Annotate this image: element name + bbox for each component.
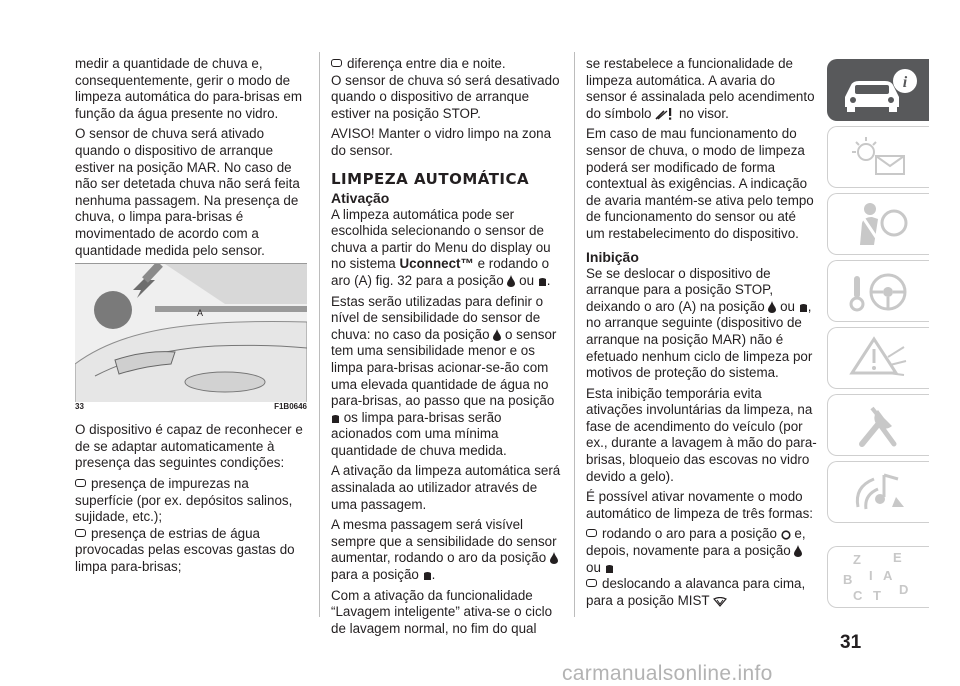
- tab-steering-key[interactable]: [827, 260, 929, 322]
- paragraph: [331, 517, 563, 583]
- figure-caption: [75, 402, 307, 416]
- tab-airbag-seatbelt[interactable]: [827, 193, 929, 255]
- music-nav-icon: [844, 467, 914, 517]
- text: A mesma passagem será visível sempre que a sensibilidade do sensor aumentar, rodando o aro da posição: [331, 517, 557, 566]
- list-item: [75, 526, 307, 576]
- text: o sensor tem uma sensibilidade menor e os limpa para-brisas acionar-se-ão com uma elevada quantidade de água no para-brisas, ao passo que na posição: [331, 326, 557, 409]
- figure-code: F1B0646: [274, 401, 307, 411]
- list-item-text: diferença entre dia e noite.: [347, 56, 506, 71]
- tab-warning-triangle[interactable]: [827, 327, 929, 389]
- wrench-icon: [844, 400, 914, 450]
- figure-33: [75, 263, 307, 416]
- list-item: [331, 56, 563, 73]
- alphabet-index-icon: [839, 550, 919, 604]
- tab-wrench[interactable]: [827, 394, 929, 456]
- text: no visor.: [675, 105, 729, 121]
- paragraph: [331, 207, 563, 290]
- watermark: carmanualsonline.info: [562, 662, 773, 685]
- text: se restabelece a funcionalidade de limpeza automática. A avaria do sensor é assinalada pelo acendimento do símbolo: [586, 56, 815, 121]
- high-sensitivity-icon: [331, 414, 340, 424]
- column-3: [586, 56, 818, 609]
- mist-icon: [713, 597, 727, 607]
- tab-car-info[interactable]: [827, 59, 929, 121]
- car-windshield-illustration: [75, 264, 307, 416]
- paragraph: [331, 294, 563, 460]
- index-letter: I: [868, 568, 873, 583]
- text: e, depois, novamente para a posição: [586, 526, 806, 559]
- column-1: [75, 56, 307, 575]
- rain-sensor-failure-icon: [655, 108, 675, 120]
- tab-lights-warning[interactable]: [827, 126, 929, 188]
- index-letter: C: [852, 588, 862, 603]
- section-heading: LIMPEZA AUTOMÁTICA: [331, 169, 530, 188]
- paragraph: É possível ativar novamente o modo automático de limpeza de três formas:: [586, 489, 814, 521]
- figure-number: 33: [75, 401, 84, 411]
- text: deslocando a alavanca para cima, para a posição MIST: [586, 576, 806, 608]
- paragraph: Esta inibição temporária evita ativações involuntárias da limpeza, na fase de acendimento do veículo (por ex., durante a lavagem à mão do para-brisas, bloqueio das escovas no vidro devido a gelo).: [586, 385, 817, 484]
- text: .: [431, 567, 436, 583]
- lights-warning-icon: [844, 134, 914, 180]
- low-sensitivity-icon: [550, 552, 558, 564]
- paragraph: O dispositivo é capaz de reconhecer e de se adaptar automaticamente à presença das seguintes condições:: [75, 422, 303, 471]
- high-sensitivity-icon: [799, 303, 808, 313]
- warning-triangle-icon: [844, 333, 914, 383]
- text: .: [546, 272, 551, 288]
- index-letter: B: [842, 572, 852, 587]
- tab-music-nav[interactable]: [827, 461, 929, 523]
- bullet-icon: [331, 59, 342, 67]
- off-position-icon: [781, 530, 791, 540]
- paragraph: Com a ativação da funcionalidade “Lavagem inteligente” ativa-se o ciclo de lavagem normal, no fim do qual: [331, 587, 553, 636]
- index-letter: Z: [852, 552, 861, 567]
- svg-text:A: A: [197, 308, 204, 319]
- car-info-icon: [839, 67, 919, 113]
- high-sensitivity-icon: [423, 571, 432, 581]
- bullet-icon: [586, 529, 597, 537]
- svg-text:i: i: [902, 74, 907, 91]
- text: A limpeza automática pode ser escolhida selecionando o sensor de chuva a partir do Menu do display ou no sistema: [331, 206, 551, 272]
- text: ou: [586, 559, 605, 575]
- list-item-text: presença de estrias de água provocadas pelas escovas gastas do limpa para-brisas;: [75, 525, 295, 574]
- paragraph: [586, 56, 818, 122]
- text: para a posição: [331, 567, 423, 583]
- index-letter: D: [898, 582, 908, 597]
- paragraph: medir a quantidade de chuva e, consequentemente, gerir o modo de limpeza automática do para-brisas em função da água presente no vidro.: [75, 56, 303, 121]
- list-item: [586, 526, 818, 576]
- paragraph: O sensor de chuva só será desativado quando o dispositivo de arranque estiver na posição STOP.: [331, 72, 560, 121]
- bullet-icon: [75, 529, 86, 537]
- index-letter: A: [882, 568, 892, 583]
- airbag-seatbelt-icon: [844, 199, 914, 249]
- subheading: Ativação: [331, 189, 390, 206]
- bullet-icon: [75, 479, 86, 487]
- index-letter: T: [872, 588, 881, 603]
- list-item: [75, 476, 307, 526]
- bullet-icon: [586, 579, 597, 587]
- subheading: Inibição: [586, 248, 639, 265]
- text: , no arranque seguinte (dispositivo de arranque na posição MAR) não é efetuado nenhum ciclo de limpeza por motivos de proteção do sistema.: [586, 298, 813, 381]
- text: rodando o aro para a posição: [602, 526, 781, 542]
- column-divider: [319, 52, 320, 617]
- text: Se se deslocar o dispositivo de arranque para a posição STOP, deixando o aro (A) na posição: [586, 265, 774, 314]
- high-sensitivity-icon: [605, 564, 614, 574]
- text: e rodando o aro (A) fig. 32 para a posição: [331, 256, 550, 288]
- brand-name: Uconnect™: [399, 256, 474, 272]
- page-number: 31: [840, 632, 862, 653]
- list-item-text: presença de impurezas na superfície (por ex. depósitos salinos, sujidade, etc.);: [75, 475, 293, 525]
- column-divider: [574, 52, 575, 617]
- text: os limpa para-brisas serão acionados com uma mínima quantidade de chuva medida.: [331, 409, 507, 458]
- paragraph: AVISO! Manter o vidro limpo na zona do sensor.: [331, 126, 552, 158]
- column-2: [331, 56, 563, 641]
- tab-alphabet-index[interactable]: [827, 546, 929, 608]
- text: ou: [776, 298, 799, 314]
- paragraph: O sensor de chuva será ativado quando o dispositivo de arranque estiver na posição MAR. No caso de não ser detetada chuva não será feita nenhuma passagem. Na presença de chuva, o limpa para-brisas é movimentado de acordo com a quantidade medida pelo sensor.: [75, 126, 300, 258]
- low-sensitivity-icon: [794, 545, 802, 557]
- text: ou: [515, 272, 538, 288]
- list-item: [586, 576, 818, 609]
- index-letter: E: [892, 550, 902, 565]
- paragraph: Em caso de mau funcionamento do sensor de chuva, o modo de limpeza poderá ser modificado de forma contextual às exigências. A indicação de avaria mantém-se ativa pelo tempo de funcionamento do sensor ou até um restabelecimento do dispositivo.: [586, 126, 814, 241]
- paragraph: A ativação da limpeza automática será assinalada ao utilizador através de uma passagem.: [331, 463, 561, 512]
- paragraph: [586, 266, 818, 382]
- text: Estas serão utilizadas para definir o nível de sensibilidade do sensor de chuva: no caso da posição: [331, 293, 544, 342]
- steering-key-icon: [844, 266, 914, 316]
- high-sensitivity-icon: [538, 277, 547, 287]
